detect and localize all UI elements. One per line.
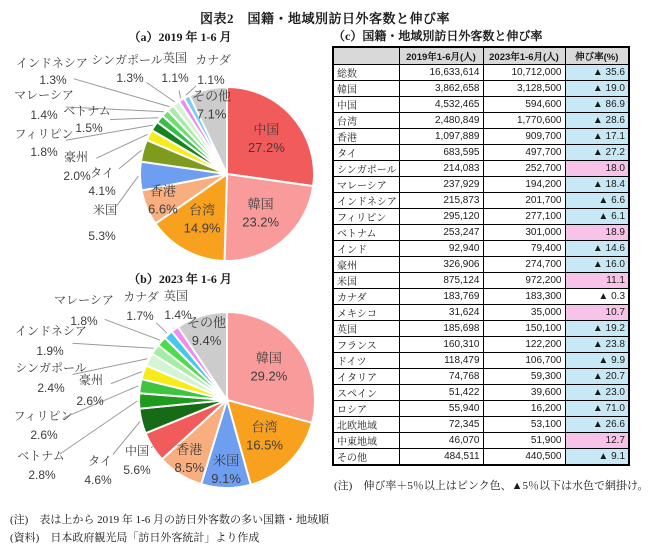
visitors-2023-cell: 51,900: [483, 433, 565, 449]
country-cell: ベトナム: [333, 225, 399, 241]
growth-rate-cell: ▲ 14.6: [565, 241, 629, 257]
visitors-2023-cell: 79,400: [483, 241, 565, 257]
country-cell: マレーシア: [333, 177, 399, 193]
table-row: [333, 273, 629, 289]
table-note: (注) 伸び率＋5％以上はピンク色、▲5％以下は水色で網掛け。: [334, 480, 649, 492]
table-row: [333, 305, 629, 321]
table-row: [333, 289, 629, 305]
visitors-2023-cell: 53,100: [483, 417, 565, 433]
country-cell: スペイン: [333, 385, 399, 401]
visitors-2023-cell: 150,100: [483, 321, 565, 337]
slice-label-その他: その他: [187, 315, 227, 331]
visitors-2023-cell: 201,700: [483, 193, 565, 209]
growth-rate-cell: ▲ 23.8: [565, 337, 629, 353]
slice-pct-フィリピン: 1.8%: [30, 145, 58, 160]
visitors-2019-cell: 484,511: [399, 449, 483, 466]
growth-rate-cell: ▲ 19.0: [565, 81, 629, 97]
country-cell: 英国: [333, 321, 399, 337]
leader-line-豪州: [111, 372, 142, 384]
table-row: [333, 257, 629, 273]
chart-b-title: （b）2023 年 1-6 月: [128, 272, 232, 286]
slice-pct-マレーシア: 1.4%: [30, 108, 58, 123]
slice-label-米国: 米国: [213, 452, 240, 468]
table-row: [333, 417, 629, 433]
growth-rate-cell: ▲ 86.9: [565, 97, 629, 113]
column-header: 2023年1-6月(人): [483, 47, 565, 65]
country-cell: インドネシア: [333, 193, 399, 209]
slice-label-マレーシア: マレーシア: [14, 88, 74, 103]
slice-label-フィリピン: フィリピン: [13, 409, 73, 424]
slice-pct-中国: 27.2%: [247, 140, 285, 156]
country-cell: 総数: [333, 65, 399, 81]
slice-label-インドネシア: インドネシア: [16, 56, 88, 71]
visitors-2023-cell: 106,700: [483, 353, 565, 369]
table-row: [333, 177, 629, 193]
visitors-2019-cell: 185,698: [399, 321, 483, 337]
table-row: [333, 65, 629, 81]
visitors-2019-cell: 92,940: [399, 241, 483, 257]
pie-chart-2019: [0, 46, 332, 288]
footnote-source-order: (注) 表は上から 2019 年 1-6 月の訪日外客数の多い国籍・地域順: [10, 514, 329, 526]
visitors-2023-cell: 277,100: [483, 209, 565, 225]
leader-line-米国: [116, 176, 138, 206]
slice-pct-香港: 8.5%: [174, 459, 205, 475]
slice-label-その他: その他: [192, 88, 232, 104]
visitors-2019-cell: 183,769: [399, 289, 483, 305]
slice-label-米国: 米国: [92, 203, 118, 218]
growth-rate-cell: 18.0: [565, 161, 629, 177]
visitors-2023-cell: 909,700: [483, 129, 565, 145]
slice-pct-香港: 6.6%: [148, 201, 178, 217]
visitor-table: [332, 46, 630, 466]
visitors-2019-cell: 3,862,658: [399, 81, 483, 97]
visitors-2023-cell: 497,700: [483, 145, 565, 161]
table-row: [333, 193, 629, 209]
table-row: [333, 97, 629, 113]
slice-pct-豪州: 2.6%: [76, 394, 104, 409]
leader-line-タイ: [119, 150, 142, 169]
visitors-2023-cell: 1,770,600: [483, 113, 565, 129]
leader-line-豪州: [96, 134, 147, 158]
visitors-2023-cell: 274,700: [483, 257, 565, 273]
slice-pct-マレーシア: 1.8%: [70, 314, 98, 329]
slice-pct-台湾: 14.9%: [183, 220, 221, 236]
slice-pct-中国: 5.6%: [123, 463, 151, 478]
leader-line-インドネシア: [73, 343, 154, 348]
growth-rate-cell: ▲ 35.6: [565, 65, 629, 81]
country-cell: インド: [333, 241, 399, 257]
growth-rate-cell: ▲ 6.6: [565, 193, 629, 209]
visitors-2023-cell: 301,000: [483, 225, 565, 241]
growth-rate-cell: ▲ 9.1: [565, 449, 629, 466]
leader-line-カナダ: [156, 323, 167, 333]
visitors-2023-cell: 3,128,500: [483, 81, 565, 97]
visitors-2019-cell: 31,624: [399, 305, 483, 321]
growth-rate-cell: ▲ 9.9: [565, 353, 629, 369]
slice-label-英国: 英国: [163, 289, 189, 304]
slice-label-フィリピン: フィリピン: [14, 127, 74, 142]
slice-label-台湾: 台湾: [189, 202, 216, 218]
growth-rate-cell: 10.7: [565, 305, 629, 321]
country-cell: 北欧地域: [333, 417, 399, 433]
slice-pct-韓国: 29.2%: [250, 368, 288, 384]
slice-label-豪州: 豪州: [78, 373, 104, 388]
slice-pct-インドネシア: 1.3%: [39, 73, 67, 88]
visitors-2023-cell: 440,500: [483, 449, 565, 466]
table-row: [333, 401, 629, 417]
table-row: [333, 161, 629, 177]
growth-rate-cell: ▲ 26.6: [565, 417, 629, 433]
slice-pct-台湾: 16.5%: [246, 437, 283, 453]
slice-label-台湾: 台湾: [251, 419, 278, 435]
slice-label-インドネシア: インドネシア: [15, 324, 87, 339]
visitors-2023-cell: 183,300: [483, 289, 565, 305]
visitors-2023-cell: 39,600: [483, 385, 565, 401]
table-row: [333, 113, 629, 129]
visitors-2023-cell: 16,200: [483, 401, 565, 417]
slice-pct-シンガポール: 1.3%: [116, 71, 144, 86]
visitors-2023-cell: 35,000: [483, 305, 565, 321]
slice-pct-韓国: 23.2%: [242, 214, 280, 230]
slice-label-シンガポール: シンガポール: [15, 361, 87, 376]
slice-label-豪州: 豪州: [63, 150, 89, 165]
country-cell: ロシア: [333, 401, 399, 417]
slice-label-カナダ: カナダ: [195, 53, 231, 68]
table-row: [333, 449, 629, 466]
visitors-2019-cell: 4,532,465: [399, 97, 483, 113]
corner-header-cell: [333, 47, 399, 65]
table-row: [333, 129, 629, 145]
slice-pct-カナダ: 1.7%: [126, 309, 154, 324]
visitors-2019-cell: 237,929: [399, 177, 483, 193]
leader-line-英国: [179, 91, 181, 99]
slice-label-韓国: 韓国: [247, 196, 274, 212]
visitors-2019-cell: 160,310: [399, 337, 483, 353]
footnote-source: (資料) 日本政府観光局「訪日外客統計」より作成: [10, 532, 260, 544]
visitors-2023-cell: 10,712,000: [483, 65, 565, 81]
growth-rate-cell: 12.7: [565, 433, 629, 449]
growth-rate-cell: ▲ 18.4: [565, 177, 629, 193]
slice-label-香港: 香港: [176, 441, 203, 457]
country-cell: 中国: [333, 97, 399, 113]
slice-pct-ベトナム: 1.5%: [75, 121, 103, 136]
slice-pct-フィリピン: 2.6%: [30, 428, 58, 443]
table-section-title: （c）国籍・地域別訪日外客数と伸び率: [333, 29, 543, 43]
visitors-2019-cell: 55,940: [399, 401, 483, 417]
country-cell: 香港: [333, 129, 399, 145]
country-cell: その他: [333, 449, 399, 466]
country-cell: ドイツ: [333, 353, 399, 369]
table-row: [333, 209, 629, 225]
slice-pct-豪州: 2.0%: [63, 169, 91, 184]
table-row: [333, 353, 629, 369]
visitors-2019-cell: 51,422: [399, 385, 483, 401]
chart-a-title: （a）2019 年 1-6 月: [128, 30, 232, 44]
visitors-2019-cell: 214,083: [399, 161, 483, 177]
slice-pct-米国: 5.3%: [88, 229, 116, 244]
visitors-2023-cell: 194,200: [483, 177, 565, 193]
visitors-2019-cell: 46,070: [399, 433, 483, 449]
slice-pct-その他: 9.4%: [191, 333, 222, 349]
slice-pct-その他: 7.1%: [196, 106, 227, 122]
table-row: [333, 145, 629, 161]
visitors-2019-cell: 253,247: [399, 225, 483, 241]
slice-pct-英国: 1.1%: [161, 71, 189, 86]
growth-rate-cell: ▲ 28.6: [565, 113, 629, 129]
slice-label-中国: 中国: [124, 444, 150, 459]
country-cell: イタリア: [333, 369, 399, 385]
visitors-2019-cell: 1,097,889: [399, 129, 483, 145]
growth-rate-cell: ▲ 27.2: [565, 145, 629, 161]
visitors-2023-cell: 59,300: [483, 369, 565, 385]
slice-label-英国: 英国: [162, 51, 188, 66]
growth-rate-cell: ▲ 23.0: [565, 385, 629, 401]
table-row: [333, 321, 629, 337]
table-row: [333, 385, 629, 401]
slice-pct-インドネシア: 1.9%: [36, 344, 64, 359]
growth-rate-cell: ▲ 0.3: [565, 289, 629, 305]
country-cell: メキシコ: [333, 305, 399, 321]
slice-label-タイ: タイ: [88, 454, 112, 469]
slice-pct-シンガポール: 2.4%: [37, 381, 65, 396]
country-cell: カナダ: [333, 289, 399, 305]
growth-rate-cell: ▲ 6.1: [565, 209, 629, 225]
column-header: 伸び率(%): [565, 47, 629, 65]
slice-label-ベトナム: ベトナム: [17, 449, 65, 464]
leader-line-シンガポール: [147, 83, 175, 103]
country-cell: タイ: [333, 145, 399, 161]
visitors-2019-cell: 2,480,849: [399, 113, 483, 129]
slice-label-マレーシア: マレーシア: [54, 293, 114, 308]
country-cell: 台湾: [333, 113, 399, 129]
slice-label-ベトナム: ベトナム: [63, 104, 111, 119]
visitors-2019-cell: 16,633,614: [399, 65, 483, 81]
table-row: [333, 369, 629, 385]
slice-label-タイ: タイ: [90, 166, 114, 181]
visitors-2019-cell: 215,873: [399, 193, 483, 209]
slice-label-香港: 香港: [149, 183, 176, 199]
country-cell: 米国: [333, 273, 399, 289]
growth-rate-cell: ▲ 20.7: [565, 369, 629, 385]
table-row: [333, 225, 629, 241]
table-body: [333, 65, 629, 466]
visitors-2023-cell: 594,600: [483, 97, 565, 113]
growth-rate-cell: 11.1: [565, 273, 629, 289]
table-row: [333, 433, 629, 449]
country-cell: 豪州: [333, 257, 399, 273]
slice-label-シンガポール: シンガポール: [91, 53, 163, 68]
country-cell: フィリピン: [333, 209, 399, 225]
slice-pct-ベトナム: 2.8%: [28, 468, 56, 483]
visitors-2023-cell: 252,700: [483, 161, 565, 177]
table-row: [333, 81, 629, 97]
slice-pct-タイ: 4.6%: [84, 473, 112, 488]
pie-chart-2023: [0, 288, 332, 510]
table-row: [333, 241, 629, 257]
visitors-2023-cell: 972,200: [483, 273, 565, 289]
page-title: 図表2 国籍・地域別訪日外客数と伸び率: [199, 11, 450, 26]
growth-rate-cell: ▲ 16.0: [565, 257, 629, 273]
table-row: [333, 337, 629, 353]
visitors-2019-cell: 326,906: [399, 257, 483, 273]
leader-line-ベトナム: [110, 118, 158, 120]
country-cell: 中東地域: [333, 433, 399, 449]
country-cell: 韓国: [333, 81, 399, 97]
visitors-2019-cell: 875,124: [399, 273, 483, 289]
slice-pct-米国: 9.1%: [211, 470, 241, 486]
growth-rate-cell: ▲ 71.0: [565, 401, 629, 417]
slice-label-中国: 中国: [253, 122, 280, 138]
slice-pct-英国: 1.4%: [164, 308, 192, 323]
visitors-2019-cell: 72,345: [399, 417, 483, 433]
visitors-2019-cell: 118,479: [399, 353, 483, 369]
growth-rate-cell: ▲ 17.1: [565, 129, 629, 145]
visitors-2023-cell: 122,200: [483, 337, 565, 353]
visitors-2019-cell: 74,768: [399, 369, 483, 385]
country-cell: フランス: [333, 337, 399, 353]
visitors-2019-cell: 683,595: [399, 145, 483, 161]
slice-label-カナダ: カナダ: [123, 290, 159, 305]
table-header: [333, 47, 629, 65]
visitors-2019-cell: 295,120: [399, 209, 483, 225]
growth-rate-cell: ▲ 19.2: [565, 321, 629, 337]
slice-pct-タイ: 4.1%: [88, 184, 116, 199]
column-header: 2019年1-6月(人): [399, 47, 483, 65]
slice-pct-カナダ: 1.1%: [197, 73, 225, 88]
slice-label-韓国: 韓国: [255, 350, 282, 366]
growth-rate-cell: 18.9: [565, 225, 629, 241]
country-cell: シンガポール: [333, 161, 399, 177]
